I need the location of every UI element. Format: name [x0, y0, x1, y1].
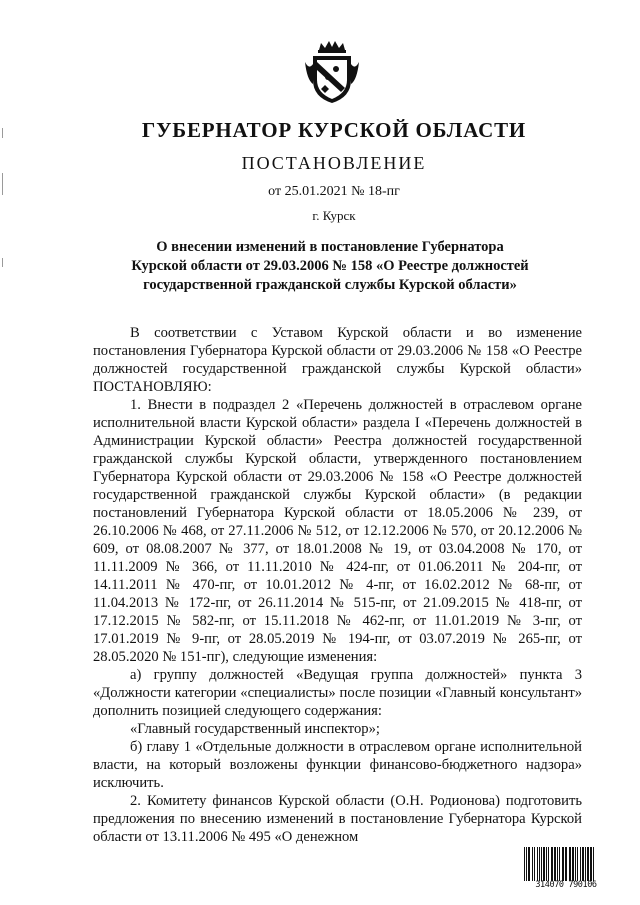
- scan-edge-mark: [2, 128, 3, 138]
- document-barcode: [523, 847, 609, 891]
- body-paragraph: «Главный государственный инспектор»;: [130, 721, 380, 737]
- document-body: [93, 324, 582, 846]
- document-subject: [100, 238, 560, 295]
- body-paragraph: а) группу должностей «Ведущая группа должностей» пункта 3 «Должности категории «специалисты» после позиции «Главный консультант» дополнить позицией следующего содержания:: [93, 667, 582, 719]
- scan-edge-mark: [2, 173, 3, 195]
- subject-line: государственной гражданской службы Курской области»: [143, 277, 517, 293]
- body-paragraph: 1. Внести в подраздел 2 «Перечень должностей в отраслевом органе исполнительной власти Курской области» раздела I «Перечень должностей в Администрации Курской области» Реестра должностей государственной гражданской службы Курской области, утвержденного постановлением Губернатора Курской области от 29.03.2006 № 158 «О Реестре должностей государственной гражданской службы Курской области» (в редакции постановлений Губернатора Курской области от 18.05.2006 № 239, от 26.10.2006 № 468, от 27.11.2006 № 512, от 12.12.2006 № 570, от 20.12.2006 № 609, от 08.08.2007 № 377, от 18.01.2008 № 19, от 03.04.2008 № 170, от 11.11.2009 № 366, от 11.11.2010 № 424-пг, от 01.06.2011 № 204-пг, от 14.11.2011 № 470-пг, от 10.01.2012 № 4-пг, от 16.02.2012 № 68-пг, от 11.04.2013 № 172-пг, от 26.11.2014 № 515-пг, от 21.09.2015 № 418-пг, от 17.12.2015 № 582-пг, от 15.11.2018 № 462-пг, от 11.01.2019 № 3-пг, от 17.01.2019 № 9-пг, от 28.05.2019 № 194-пг, от 03.07.2019 № 265-пг, от 28.05.2020 № 151-пг), следующие изменения:: [93, 397, 582, 665]
- body-paragraph: б) главу 1 «Отдельные должности в отраслевом органе исполнительной власти, на который возложены функции финансово-бюджетного надзора» исключить.: [93, 739, 582, 791]
- barcode-icon: [523, 847, 609, 881]
- document-date-number: от 25.01.2021 № 18-пг: [268, 184, 400, 199]
- document-type: ПОСТАНОВЛЕНИЕ: [241, 153, 427, 173]
- coat-of-arms-icon: [305, 40, 359, 104]
- subject-line: Курской области от 29.03.2006 № 158 «О Реестре должностей: [131, 258, 529, 274]
- body-paragraph: 2. Комитету финансов Курской области (О.Н. Родионова) подготовить предложения по внесению изменений в постановление Губернатора Курской области от 13.11.2006 № 495 «О денежном: [93, 793, 582, 845]
- barcode-number: 314070 790106: [535, 880, 597, 890]
- document-city: г. Курск: [312, 208, 356, 223]
- subject-line: О внесении изменений в постановление Губернатора: [156, 239, 504, 255]
- authority-title: ГУБЕРНАТОР КУРСКОЙ ОБЛАСТИ: [141, 118, 527, 142]
- scan-edge-mark: [2, 258, 3, 267]
- body-paragraph: В соответствии с Уставом Курской области и во изменение постановления Губернатора Курской области от 29.03.2006 № 158 «О Реестре должностей государственной гражданской службы Курской области» ПОСТАНОВЛЯЮ:: [93, 325, 582, 395]
